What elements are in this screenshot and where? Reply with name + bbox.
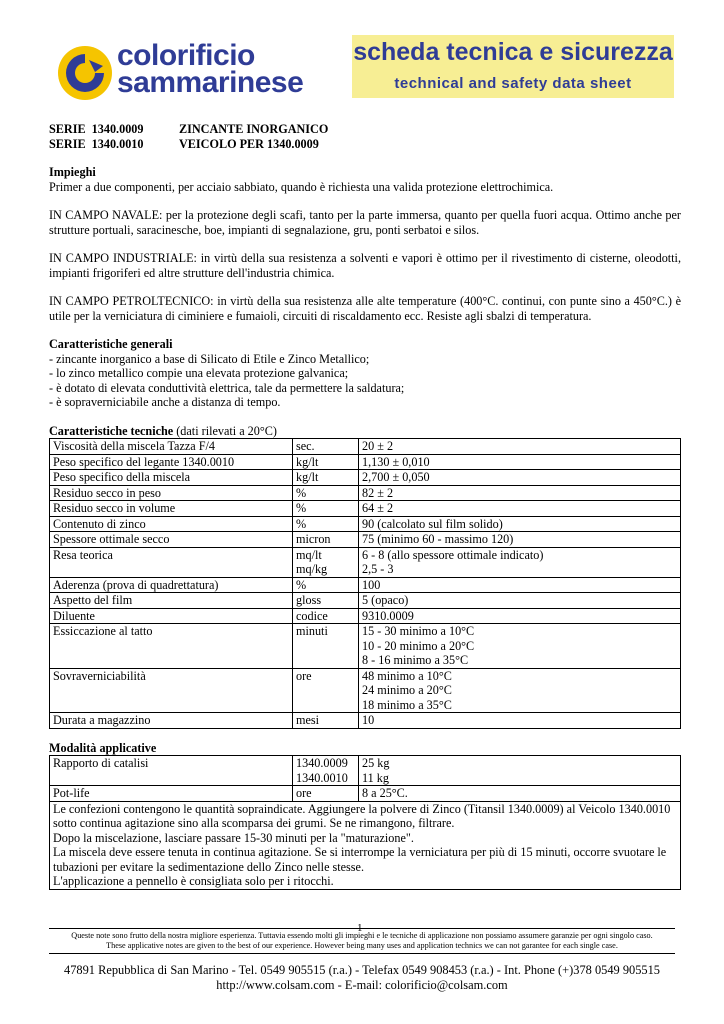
table-row — [50, 501, 681, 517]
series-code: SERIE 1340.0009 — [49, 122, 144, 136]
page-footer — [49, 922, 675, 993]
unit-cell: kg/lt — [293, 454, 359, 470]
value-cell: 100 — [359, 577, 681, 593]
series-code: SERIE 1340.0010 — [49, 136, 144, 151]
impieghi-industriale: IN CAMPO INDUSTRIALE: in virtù della sua resistenza a solventi e vapori è ottimo per il rivestimento di cisterne, oleodotti, impianti frigoriferi ed altre strutture dell'industria chimica. — [49, 251, 681, 280]
address-line: 47891 Repubblica di San Marino - Tel. 0549 905515 (r.a.) - Telefax 0549 908453 (r.a.) - Int. Phone (+)378 0549 905515 — [64, 963, 660, 977]
table-row — [50, 593, 681, 609]
series-name: ZINCANTE INORGANICO — [179, 122, 329, 136]
table-row — [50, 454, 681, 470]
property-cell: Resa teorica — [50, 547, 293, 577]
table-row — [50, 801, 681, 889]
series-name: VEICOLO PER 1340.0009 — [179, 136, 319, 151]
property-cell: Pot-life — [50, 786, 293, 802]
value-cell: 8 a 25°C. — [359, 786, 681, 802]
property-cell: Diluente — [50, 608, 293, 624]
unit-cell: % — [293, 516, 359, 532]
property-cell: Residuo secco in peso — [50, 485, 293, 501]
impieghi-petroltecnico: IN CAMPO PETROLTECNICO: in virtù della sua resistenza alle alte temperature (400°C. continui, con punte sino a 450°C.) è utile per la verniciatura di ciminiere e fumaioli, circuiti di riscaldamento ecc. Resiste agli sbalzi di temperatura. — [49, 294, 681, 323]
banner-subtitle: technical and safety data sheet — [394, 75, 632, 92]
list-item: - è dotato di elevata conduttività elettrica, tale da permettere la saldatura; — [49, 380, 405, 395]
value-cell: 48 minimo a 10°C 24 minimo a 20°C 18 minimo a 35°C — [359, 668, 681, 713]
unit-cell: minuti — [293, 624, 359, 669]
value-cell: 5 (opaco) — [359, 593, 681, 609]
unit-cell: mesi — [293, 713, 359, 729]
property-cell: Rapporto di catalisi — [50, 756, 293, 786]
section-title-tecniche: Caratteristiche tecniche — [49, 423, 174, 438]
list-item: - zincante inorganico a base di Silicato di Etile e Zinco Metallico; — [49, 351, 370, 366]
table-row — [50, 439, 681, 455]
technical-table — [49, 438, 681, 729]
property-cell: Contenuto di zinco — [50, 516, 293, 532]
unit-cell: sec. — [293, 439, 359, 455]
value-cell: 25 kg 11 kg — [359, 756, 681, 786]
table-row — [50, 668, 681, 713]
series-line-2 — [49, 137, 681, 152]
table-row — [50, 516, 681, 532]
unit-cell: ore — [293, 668, 359, 713]
document-body — [49, 122, 681, 890]
divider — [49, 953, 675, 954]
property-cell: Residuo secco in volume — [50, 501, 293, 517]
unit-cell: 1340.0009 1340.0010 — [293, 756, 359, 786]
property-cell: Peso specifico della miscela — [50, 470, 293, 486]
impieghi-navale: IN CAMPO NAVALE: per la protezione degli scafi, tanto per la parte immersa, quanto per quella fuori acqua. Ottimo anche per strutture portuali, saracinesche, boe, impianti di segnalazione, gru, ponti serbatoi e silos. — [49, 208, 681, 237]
unit-cell: mq/lt mq/kg — [293, 547, 359, 577]
brand-line1: colorificio — [117, 39, 255, 72]
section-title-generali: Caratteristiche generali — [49, 337, 173, 351]
unit-cell: ore — [293, 786, 359, 802]
section-title-impieghi: Impieghi — [49, 165, 96, 179]
brand-name — [117, 39, 304, 99]
property-cell: Aspetto del film — [50, 593, 293, 609]
disclaimer-it: Queste note sono frutto della nostra migliore esperienza. Tuttavia essendo molti gli impieghi e le tecniche di applicazione non possiamo assumere garanzie per ogni singolo caso. — [71, 931, 653, 940]
table-row — [50, 470, 681, 486]
application-table — [49, 755, 681, 890]
table-row — [50, 713, 681, 729]
web-email-line[interactable]: http://www.colsam.com - E-mail: colorificio@colsam.com — [216, 978, 508, 992]
value-cell: 82 ± 2 — [359, 485, 681, 501]
section-note-tecniche: (dati rilevati a 20°C) — [176, 423, 277, 438]
unit-cell: gloss — [293, 593, 359, 609]
property-cell: Peso specifico del legante 1340.0010 — [50, 454, 293, 470]
table-row — [50, 624, 681, 669]
unit-cell: % — [293, 501, 359, 517]
company-logo — [55, 39, 345, 104]
unit-cell: codice — [293, 608, 359, 624]
value-cell: 75 (minimo 60 - massimo 120) — [359, 532, 681, 548]
property-cell: Essiccazione al tatto — [50, 624, 293, 669]
table-row — [50, 756, 681, 786]
value-cell: 90 (calcolato sul film solido) — [359, 516, 681, 532]
logo-emblem-icon — [55, 42, 117, 104]
disclaimer-en: These applicative notes are given to the best of our experience. However being many uses and application technics we can not garantee for each single case. — [106, 941, 618, 950]
unit-cell: % — [293, 577, 359, 593]
disclaimer — [49, 931, 675, 951]
company-address — [49, 963, 675, 993]
banner-title: scheda tecnica e sicurezza — [353, 38, 673, 66]
value-cell: 15 - 30 minimo a 10°C 10 - 20 minimo a 20°C 8 - 16 minimo a 35°C — [359, 624, 681, 669]
series-line-1 — [49, 122, 681, 137]
page-number: 1 — [357, 922, 363, 934]
table-row — [50, 577, 681, 593]
value-cell: 64 ± 2 — [359, 501, 681, 517]
sheet-banner — [352, 35, 674, 98]
table-row — [50, 608, 681, 624]
page-header — [0, 0, 724, 110]
property-cell: Sovraverniciabilità — [50, 668, 293, 713]
table-row — [50, 786, 681, 802]
value-cell: 1,130 ± 0,010 — [359, 454, 681, 470]
application-notes: Le confezioni contengono le quantità sopraindicate. Aggiungere la polvere di Zinco (Titansil 1340.0009) al Veicolo 1340.0010 sotto continua agitazione sino alla scomparsa dei grumi. Se ne rimangono, filtrare. Dopo la miscelazione, lasciare passare 15-30 minuti per la "maturazione". La miscela deve essere tenuta in continua agitazione. Se si interrompe la verniciatura per più di 15 minuti, occorre svuotare le tubazioni per evitare la sedimentazione dello Zinco nelle stesse. L'applicazione a pennello è consigliata solo per i ritocchi. — [50, 801, 681, 889]
value-cell: 6 - 8 (allo spessore ottimale indicato) 2,5 - 3 — [359, 547, 681, 577]
impieghi-intro: Primer a due componenti, per acciaio sabbiato, quando è richiesta una valida protezione elettrochimica. — [49, 179, 554, 194]
value-cell: 20 ± 2 — [359, 439, 681, 455]
property-cell: Aderenza (prova di quadrettatura) — [50, 577, 293, 593]
value-cell: 10 — [359, 713, 681, 729]
list-item: - lo zinco metallico compie una elevata protezione galvanica; — [49, 366, 349, 380]
brand-line2: sammarinese — [117, 66, 304, 99]
table-row — [50, 532, 681, 548]
property-cell: Viscosità della miscela Tazza F/4 — [50, 439, 293, 455]
unit-cell: % — [293, 485, 359, 501]
unit-cell: kg/lt — [293, 470, 359, 486]
value-cell: 2,700 ± 0,050 — [359, 470, 681, 486]
list-item: - è sopraverniciabile anche a distanza di tempo. — [49, 395, 281, 409]
table-row — [50, 485, 681, 501]
value-cell: 9310.0009 — [359, 608, 681, 624]
property-cell: Spessore ottimale secco — [50, 532, 293, 548]
table-row — [50, 547, 681, 577]
unit-cell: micron — [293, 532, 359, 548]
section-heading-tecniche — [49, 424, 681, 439]
property-cell: Durata a magazzino — [50, 713, 293, 729]
section-title-modalita: Modalità applicative — [49, 740, 157, 755]
